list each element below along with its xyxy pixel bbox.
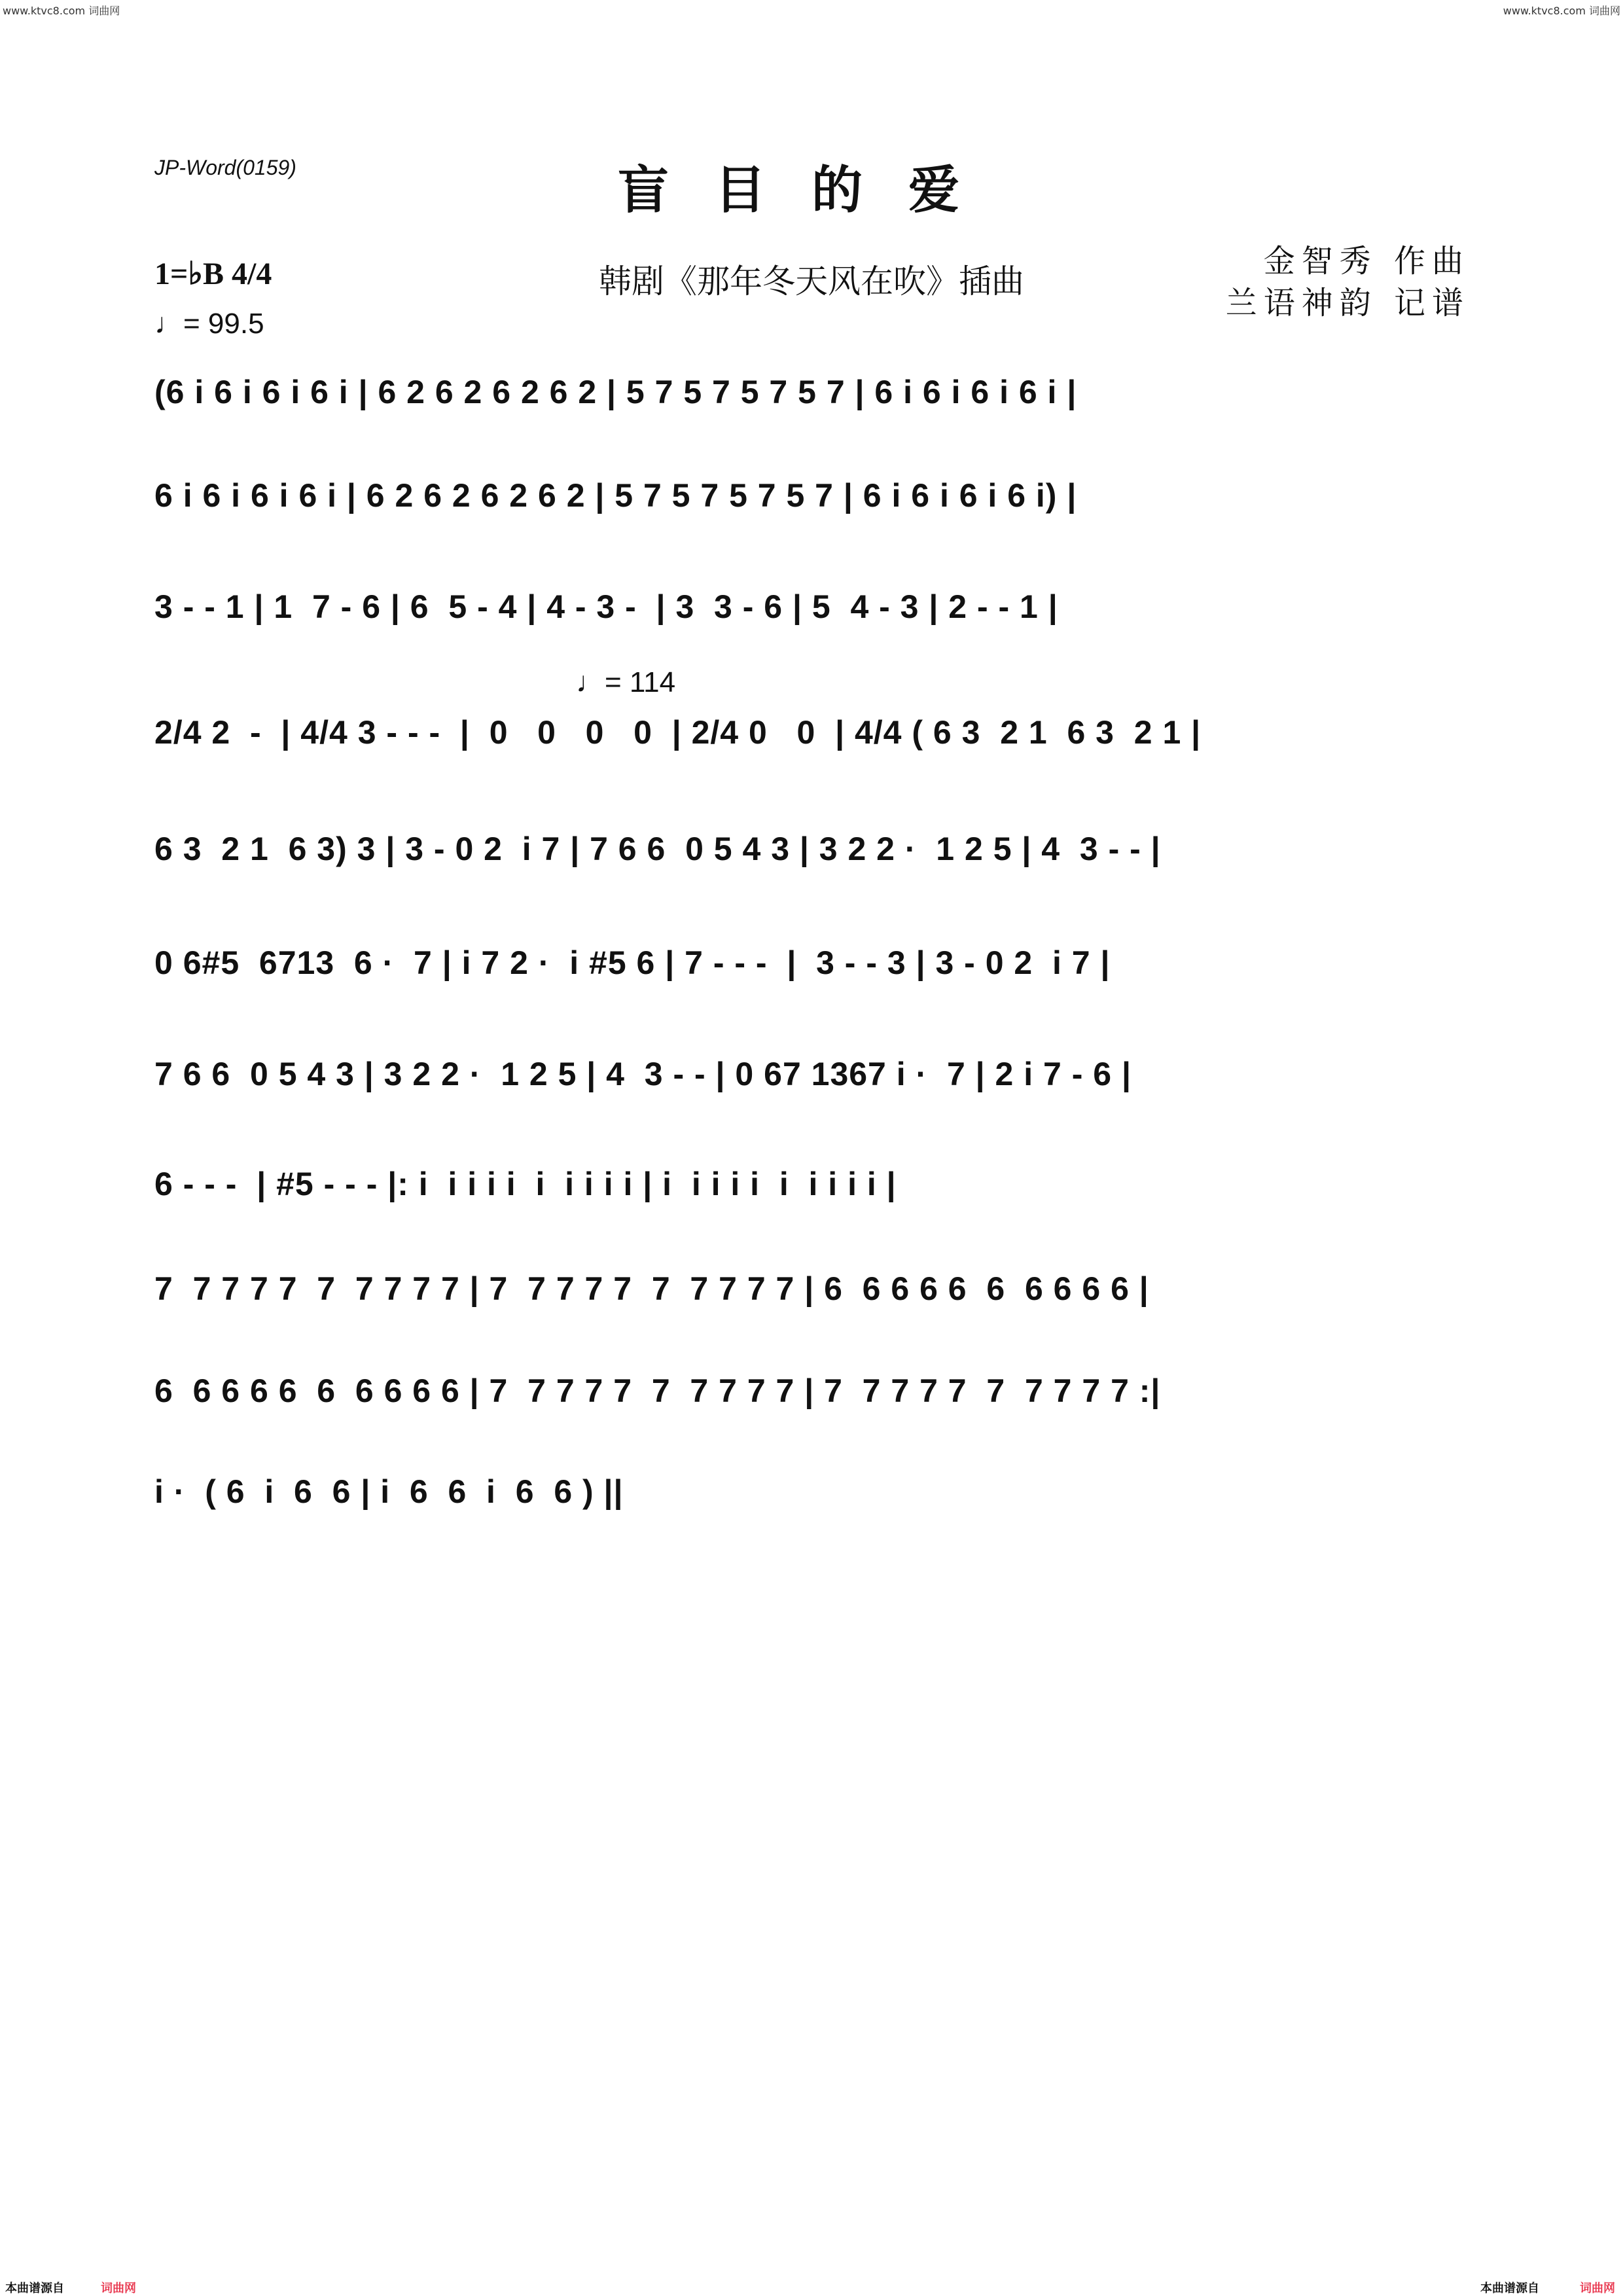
song-title: 盲目的爱 (617, 160, 1005, 220)
score-line-1: (6 i 6 i 6 i 6 i | 6 2 6 2 6 2 6 2 | 5 7 5 7 5 7 5 7 | 6 i 6 i 6 i 6 i | (154, 374, 1077, 410)
footer-right-label: 本曲谱源自 (1480, 2282, 1539, 2295)
transcriber-credit: 兰语神韵 记谱 (1225, 285, 1470, 321)
score-line-9: 7 7 7 7 7 7 7 7 7 7 | 7 7 7 7 7 7 7 7 7 7 | 6 6 6 6 6 6 6 6 6 6 | (154, 1270, 1149, 1307)
score-line-5: 6 3 2 1 6 3) 3 | 3 - 0 2 i 7 | 7 6 6 0 5 4 3 | 3 2 2 · 1 2 5 | 4 3 - - | (154, 831, 1161, 867)
score-line-7: 7 6 6 0 5 4 3 | 3 2 2 · 1 2 5 | 4 3 - - | 0 67 1367 i · 7 | 2 i 7 - 6 | (154, 1056, 1132, 1092)
footer-right-site[interactable]: 词曲网 (1580, 2282, 1615, 2295)
score-line-10: 6 6 6 6 6 6 6 6 6 6 | 7 7 7 7 7 7 7 7 7 7 | 7 7 7 7 7 7 7 7 7 7 :| (154, 1372, 1161, 1409)
tempo-change-marking: ♩= 114 (576, 666, 676, 698)
key-signature: 1=♭B 4/4 (154, 257, 272, 291)
score-line-11: i · ( 6 i 6 6 | i 6 6 i 6 6 ) || (154, 1473, 624, 1510)
score-line-8: 6 - - - | #5 - - - |: i i i i i i i i i i | i i i i i i i i i i | (154, 1166, 897, 1202)
score-line-6: 0 6#5 6713 6 · 7 | i 7 2 · i #5 6 | 7 - - - | 3 - - 3 | 3 - 0 2 i 7 | (154, 944, 1111, 981)
footer-left-label: 本曲谱源自 (5, 2282, 64, 2295)
footer-left-site[interactable]: 词曲网 (101, 2282, 136, 2295)
site-header-right: www.ktvc8.com 词曲网 (1503, 5, 1620, 17)
composer-credit: 金智秀 作曲 (1263, 243, 1470, 279)
source-label: JP-Word(0159) (154, 156, 296, 179)
tempo-marking: ♩= 99.5 (154, 308, 264, 340)
score-line-4: 2/4 2 - | 4/4 3 - - - | 0 0 0 0 | 2/4 0 0 | 4/4 ( 6 3 2 1 6 3 2 1 | (154, 714, 1202, 751)
score-line-3: 3 - - 1 | 1 7 - 6 | 6 5 - 4 | 4 - 3 - | 3 3 - 6 | 5 4 - 3 | 2 - - 1 | (154, 588, 1058, 625)
song-subtitle: 韩剧《那年冬天风在吹》插曲 (599, 262, 1024, 300)
site-header-left: www.ktvc8.com 词曲网 (3, 5, 120, 17)
score-line-2: 6 i 6 i 6 i 6 i | 6 2 6 2 6 2 6 2 | 5 7 5 7 5 7 5 7 | 6 i 6 i 6 i 6 i) | (154, 477, 1077, 514)
